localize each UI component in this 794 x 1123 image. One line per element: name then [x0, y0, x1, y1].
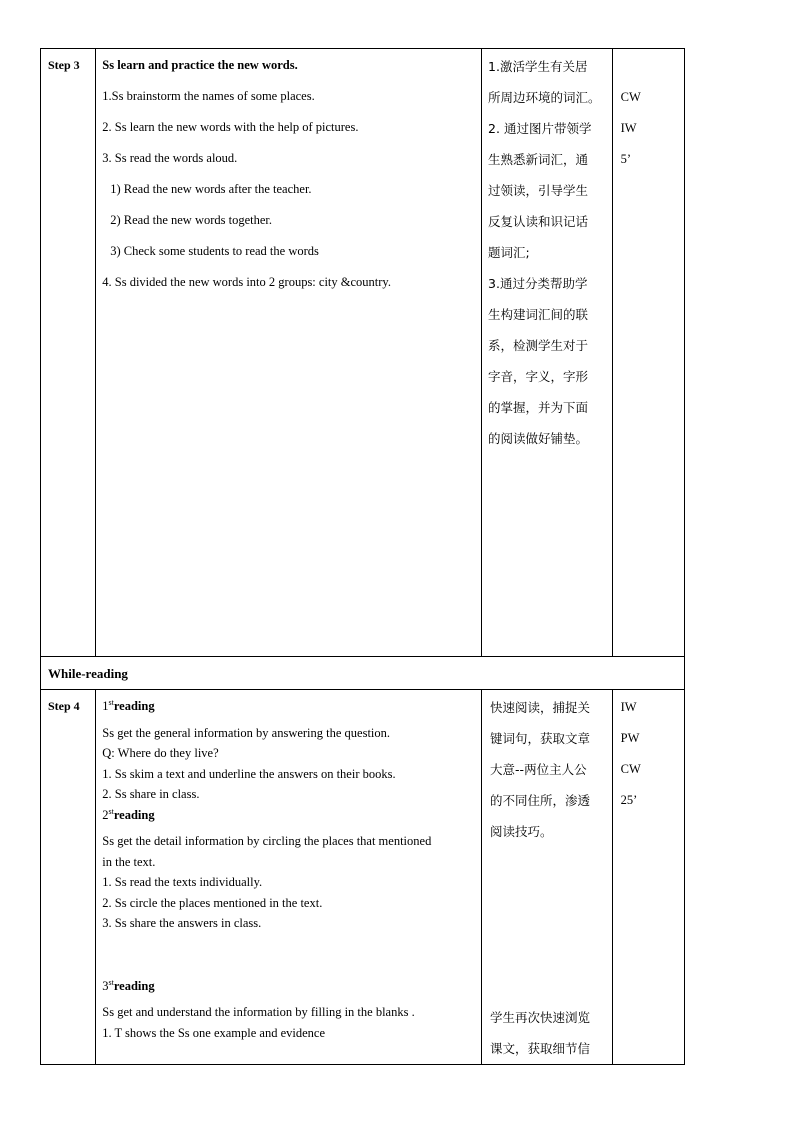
reading1-line: 2. Ss share in class. — [102, 787, 200, 801]
step4-purpose-line: 课文，获取细节信 — [490, 1041, 591, 1056]
step3-purpose-line: 生构建词汇间的联 — [488, 307, 589, 322]
step4-purpose-line: 快速阅读，捕捉关 — [490, 700, 591, 715]
step4-purpose-line: 大意--两位主人公 — [490, 762, 587, 777]
section-cell — [41, 657, 685, 690]
step4-mode: CW — [620, 762, 641, 776]
step3-item: 2. Ss learn the new words with the help of pictures. — [102, 120, 359, 134]
step3-item: 3. Ss read the words aloud. — [102, 151, 238, 165]
step3-title: Ss learn and practice the new words. — [102, 58, 298, 72]
step3-subitem: 2) Read the new words together. — [110, 213, 273, 227]
step3-subitem: 1) Read the new words after the teacher. — [110, 182, 312, 196]
reading3-heading: 3streading — [102, 977, 155, 993]
step4-purpose-line: 键词句，获取文章 — [490, 731, 591, 746]
step3-purpose-line: 3.通过分类帮助学 — [488, 276, 588, 291]
step3-mode: IW — [620, 121, 637, 135]
step3-purpose-line: 反复认读和识记话 — [488, 214, 589, 229]
reading2-line: Ss get the detail information by circling the places that mentioned — [102, 834, 432, 848]
reading3-line: 1. T shows the Ss one example and evidence — [102, 1025, 326, 1040]
step4-mode: PW — [620, 731, 640, 745]
reading1-line: Ss get the general information by answering the question. — [102, 725, 391, 740]
step4-activity-cell — [96, 690, 482, 1065]
reading1-line: 1. Ss skim a text and underline the answers on their books. — [102, 766, 396, 781]
reading2-line: in the text. — [102, 854, 156, 869]
lesson-plan-table — [40, 48, 685, 1065]
section-row — [41, 657, 685, 690]
step3-mode: CW — [620, 90, 641, 104]
step4-label-cell — [41, 690, 96, 1065]
section-heading: While-reading — [48, 666, 128, 681]
step3-purpose-line: 过领读，引导学生 — [488, 183, 589, 198]
step4-purpose-line: 的不同住所，渗透 — [490, 793, 591, 808]
step3-mode-cell — [612, 49, 684, 657]
step3-purpose-line: 2. 通过图片带领学 — [488, 121, 592, 136]
step3-purpose-line: 的掌握，并为下面 — [488, 400, 589, 415]
step3-item: 4. Ss divided the new words into 2 groups: city &country. — [102, 275, 391, 289]
step4-purpose-line: 阅读技巧。 — [490, 824, 553, 839]
reading3-line: Ss get and understand the information by filling in the blanks . — [102, 1005, 415, 1019]
reading1-heading: 1streading — [102, 697, 155, 713]
step4-time: 25’ — [620, 793, 638, 807]
step3-purpose-line: 生熟悉新词汇，通 — [488, 152, 589, 167]
step3-activity-cell — [96, 49, 482, 657]
step4-purpose-cell — [482, 690, 613, 1065]
step3-subitem: 3) Check some students to read the words — [110, 244, 319, 258]
step4-mode: IW — [620, 700, 637, 714]
step3-purpose-line: 1.激活学生有关居 — [488, 59, 588, 74]
step3-purpose-cell — [482, 49, 613, 657]
step3-time: 5’ — [620, 152, 632, 166]
step3-purpose-line: 系，检测学生对于 — [488, 338, 589, 353]
reading2-heading: 2streading — [102, 806, 155, 822]
reading2-line: 1. Ss read the texts individually. — [102, 875, 263, 889]
reading1-line: Q: Where do they live? — [102, 746, 219, 760]
step3-purpose-line: 题词汇; — [488, 245, 530, 260]
step3-label-cell — [41, 49, 96, 657]
step3-item: 1.Ss brainstorm the names of some places. — [102, 89, 315, 103]
step4-purpose-line: 学生再次快速浏览 — [490, 1010, 591, 1025]
step4-label: Step 4 — [48, 699, 80, 713]
step3-row — [41, 49, 685, 657]
step3-purpose-line: 的阅读做好铺垫。 — [488, 431, 589, 446]
step4-row — [41, 690, 685, 1065]
reading2-line: 2. Ss circle the places mentioned in the text. — [102, 895, 323, 910]
step3-purpose-line: 所周边环境的词汇。 — [488, 90, 601, 105]
step3-label: Step 3 — [48, 58, 80, 72]
step4-mode-cell — [612, 690, 684, 1065]
reading2-line: 3. Ss share the answers in class. — [102, 916, 262, 930]
step3-purpose-line: 字音，字义，字形 — [488, 369, 589, 384]
